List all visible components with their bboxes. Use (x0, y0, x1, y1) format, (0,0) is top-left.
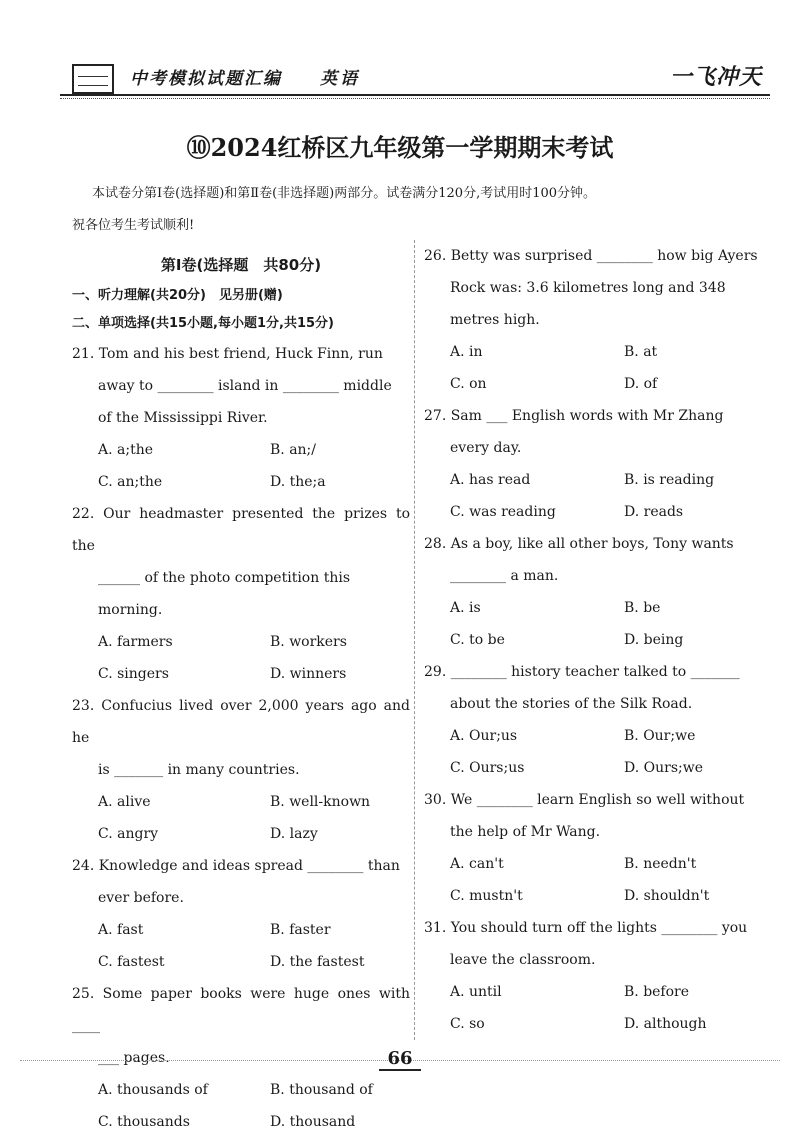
question-stem: 31. You should turn off the lights ________ you (424, 920, 748, 936)
option-a[interactable]: A. until (450, 984, 502, 1000)
option-b[interactable]: B. be (624, 600, 661, 616)
brand-logo: 一飞冲天 (669, 65, 762, 90)
option-b[interactable]: B. well-known (270, 794, 371, 810)
page-header (60, 58, 770, 96)
option-c[interactable]: C. mustn't (450, 888, 523, 904)
options (424, 464, 770, 528)
option-b[interactable]: B. is reading (624, 472, 715, 488)
question-stem-cont: Rock was: 3.6 kilometres long and 348 (450, 280, 726, 296)
question-stem-cont: metres high. (450, 312, 540, 328)
option-a[interactable]: A. can't (450, 856, 504, 872)
part-single-choice: 二、单项选择(共15小题,每小题1分,共15分) (72, 316, 334, 331)
option-c[interactable]: C. singers (98, 666, 169, 682)
options (72, 1074, 410, 1130)
option-a[interactable]: A. Our;us (450, 728, 518, 744)
question-stem-cont: every day. (450, 440, 522, 456)
option-d[interactable]: D. thousand (270, 1114, 356, 1130)
option-c[interactable]: C. an;the (98, 474, 163, 490)
question-29 (424, 656, 770, 784)
option-c[interactable]: C. angry (98, 826, 159, 842)
option-b[interactable]: B. thousand of (270, 1082, 373, 1098)
subject-label: 英语 (320, 69, 360, 89)
option-d[interactable]: D. the fastest (270, 954, 365, 970)
options (72, 786, 410, 850)
question-stem: 23. Confucius lived over 2,000 years ago and he (72, 698, 410, 746)
option-a[interactable]: A. alive (98, 794, 151, 810)
option-b[interactable]: B. Our;we (624, 728, 696, 744)
option-d[interactable]: D. reads (624, 504, 684, 520)
question-stem: 21. Tom and his best friend, Huck Finn, run (72, 346, 383, 362)
page-number-label: 66 (379, 1048, 420, 1071)
option-d[interactable]: D. of (624, 376, 658, 392)
question-stem-cont: about the stories of the Silk Road. (450, 696, 693, 712)
option-a[interactable]: A. has read (450, 472, 531, 488)
option-c[interactable]: C. to be (450, 632, 505, 648)
option-d[interactable]: D. being (624, 632, 684, 648)
option-d[interactable]: D. Ours;we (624, 760, 703, 776)
question-stem-cont: ___ pages. (98, 1050, 170, 1066)
part-listening: 一、听力理解(共20分) 见另册(赠) (72, 288, 283, 303)
options (424, 720, 770, 784)
option-a[interactable]: A. is (450, 600, 481, 616)
question-24 (72, 850, 410, 978)
question-22 (72, 498, 410, 690)
question-stem: 26. Betty was surprised ________ how big Ayers (424, 248, 758, 264)
option-d[interactable]: D. shouldn't (624, 888, 710, 904)
book-logo-icon (72, 64, 114, 94)
option-b[interactable]: B. workers (270, 634, 347, 650)
question-27 (424, 400, 770, 528)
option-b[interactable]: B. before (624, 984, 690, 1000)
question-stem: 29. ________ history teacher talked to _______ (424, 664, 740, 680)
left-column (72, 248, 410, 1130)
question-23 (72, 690, 410, 850)
exam-instructions: 本试卷分第Ⅰ卷(选择题)和第Ⅱ卷(非选择题)两部分。试卷满分120分,考试用时100分钟。 (92, 186, 597, 201)
option-b[interactable]: B. an;/ (270, 442, 316, 458)
question-stem-cont: ______ of the photo competition this (98, 570, 350, 586)
option-c[interactable]: C. thousands (98, 1114, 190, 1130)
question-28 (424, 528, 770, 656)
question-26 (424, 240, 770, 400)
options (424, 976, 770, 1040)
series-title: 中考模拟试题汇编 (130, 69, 282, 89)
question-stem: 24. Knowledge and ideas spread ________ than (72, 858, 400, 874)
question-stem: 28. As a boy, like all other boys, Tony wants (424, 536, 734, 552)
header-rule (60, 94, 770, 96)
option-a[interactable]: A. a;the (98, 442, 154, 458)
option-a[interactable]: A. fast (98, 922, 144, 938)
section-title: 第Ⅰ卷(选择题 共80分) (160, 256, 322, 274)
question-stem-cont: the help of Mr Wang. (450, 824, 601, 840)
question-stem: 30. We ________ learn English so well without (424, 792, 745, 808)
option-c[interactable]: C. on (450, 376, 487, 392)
option-d[interactable]: D. the;a (270, 474, 326, 490)
option-a[interactable]: A. farmers (98, 634, 173, 650)
option-b[interactable]: B. needn't (624, 856, 697, 872)
option-c[interactable]: C. so (450, 1016, 485, 1032)
exam-greeting: 祝各位考生考试顺利! (72, 218, 195, 233)
question-30 (424, 784, 770, 912)
option-c[interactable]: C. was reading (450, 504, 556, 520)
option-b[interactable]: B. faster (270, 922, 331, 938)
question-stem-cont: is _______ in many countries. (98, 762, 300, 778)
options (72, 434, 410, 498)
question-stem: 25. Some paper books were huge ones with ____ (72, 986, 410, 1034)
option-d[interactable]: D. winners (270, 666, 347, 682)
options (72, 914, 410, 978)
options (424, 848, 770, 912)
option-c[interactable]: C. Ours;us (450, 760, 525, 776)
question-stem-cont: leave the classroom. (450, 952, 596, 968)
option-a[interactable]: A. in (450, 344, 483, 360)
option-d[interactable]: D. lazy (270, 826, 318, 842)
question-stem-cont: of the Mississippi River. (98, 410, 268, 426)
option-b[interactable]: B. at (624, 344, 658, 360)
question-stem-cont: ________ a man. (450, 568, 559, 584)
exam-title: ⑩2024红桥区九年级第一学期期末考试 (186, 133, 614, 162)
header-dotted-rule (60, 98, 770, 99)
question-stem: 22. Our headmaster presented the prizes to the (72, 506, 410, 554)
options (424, 592, 770, 656)
question-31 (424, 912, 770, 1040)
question-21 (72, 338, 410, 498)
question-stem-cont: away to ________ island in ________ middle (98, 378, 392, 394)
right-column (424, 240, 770, 1040)
page-number (0, 1048, 800, 1069)
option-d[interactable]: D. although (624, 1016, 707, 1032)
question-stem-cont: morning. (98, 602, 163, 618)
option-a[interactable]: A. thousands of (98, 1082, 208, 1098)
question-stem-cont: ever before. (98, 890, 184, 906)
question-stem: 27. Sam ___ English words with Mr Zhang (424, 408, 724, 424)
options (72, 626, 410, 690)
option-c[interactable]: C. fastest (98, 954, 165, 970)
options (424, 336, 770, 400)
